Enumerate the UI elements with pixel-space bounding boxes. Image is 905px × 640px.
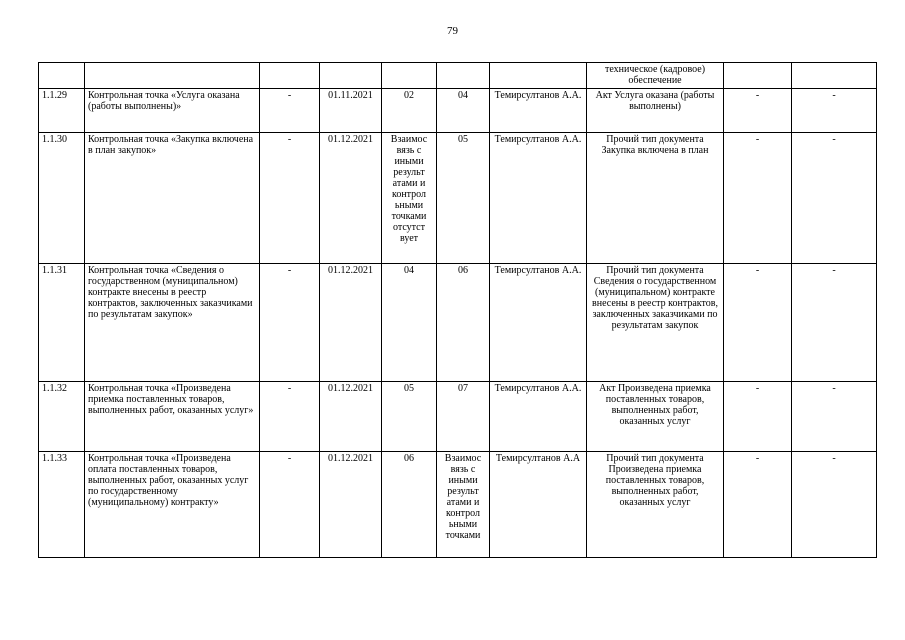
cell-num: 1.1.31: [39, 264, 85, 382]
cell-document: Прочий тип документа Закупка включена в план: [587, 133, 724, 264]
cell-col3: [260, 63, 320, 89]
cell-col10: -: [792, 382, 877, 452]
cell-col9: -: [724, 133, 792, 264]
cell-date: 01.12.2021: [320, 382, 382, 452]
cell-name: [85, 63, 260, 89]
cell-document: Прочий тип документа Произведена приемка поставленных товаров, выполненных работ, оказанных услуг: [587, 452, 724, 558]
cell-col10: [792, 63, 877, 89]
cell-next: 06: [437, 264, 490, 382]
cell-name: Контрольная точка «Закупка включена в план закупок»: [85, 133, 260, 264]
cell-name: Контрольная точка «Произведена оплата поставленных товаров, выполненных работ, оказанных услуг по государственному (муниципальному) контракту»: [85, 452, 260, 558]
cell-col9: [724, 63, 792, 89]
control-points-table: [38, 62, 877, 558]
cell-date: 01.12.2021: [320, 452, 382, 558]
cell-num: 1.1.29: [39, 89, 85, 133]
cell-document: техническое (кадровое) обеспечение: [587, 63, 724, 89]
cell-name: Контрольная точка «Услуга оказана (работы выполнены)»: [85, 89, 260, 133]
cell-responsible: Темирсултанов А.А.: [490, 89, 587, 133]
cell-responsible: Темирсултанов А.А: [490, 452, 587, 558]
table-row: [39, 264, 877, 382]
table-row: [39, 452, 877, 558]
cell-next: 05: [437, 133, 490, 264]
page-number: 79: [447, 25, 458, 37]
cell-next: 07: [437, 382, 490, 452]
table-row: [39, 133, 877, 264]
cell-num: 1.1.33: [39, 452, 85, 558]
cell-col10: -: [792, 264, 877, 382]
cell-prev: Взаимос вязь с иными результ атами и контрол ьными точками отсутст вует: [382, 133, 437, 264]
cell-responsible: [490, 63, 587, 89]
cell-col9: -: [724, 264, 792, 382]
cell-col3: -: [260, 382, 320, 452]
cell-date: 01.11.2021: [320, 89, 382, 133]
cell-document: Акт Услуга оказана (работы выполнены): [587, 89, 724, 133]
cell-col10: -: [792, 452, 877, 558]
cell-next: 04: [437, 89, 490, 133]
cell-responsible: Темирсултанов А.А.: [490, 264, 587, 382]
cell-prev: [382, 63, 437, 89]
cell-col3: -: [260, 133, 320, 264]
cell-num: [39, 63, 85, 89]
cell-prev: 05: [382, 382, 437, 452]
cell-document: Акт Произведена приемка поставленных товаров, выполненных работ, оказанных услуг: [587, 382, 724, 452]
cell-date: 01.12.2021: [320, 264, 382, 382]
table-row: [39, 89, 877, 133]
cell-num: 1.1.30: [39, 133, 85, 264]
cell-next: [437, 63, 490, 89]
cell-document: Прочий тип документа Сведения о государственном (муниципальном) контракте внесены в реестр контрактов, заключенных заказчиками по результатам закупок: [587, 264, 724, 382]
cell-name: Контрольная точка «Произведена приемка поставленных товаров, выполненных работ, оказанных услуг»: [85, 382, 260, 452]
cell-prev: 06: [382, 452, 437, 558]
cell-num: 1.1.32: [39, 382, 85, 452]
continuation-row: [39, 63, 877, 89]
cell-col9: -: [724, 382, 792, 452]
cell-col9: -: [724, 89, 792, 133]
cell-next: Взаимос вязь с иными результ атами и контрол ьными точками: [437, 452, 490, 558]
cell-col10: -: [792, 89, 877, 133]
cell-col3: -: [260, 89, 320, 133]
cell-col3: -: [260, 264, 320, 382]
cell-col9: -: [724, 452, 792, 558]
cell-prev: 04: [382, 264, 437, 382]
cell-date: [320, 63, 382, 89]
table-row: [39, 382, 877, 452]
cell-prev: 02: [382, 89, 437, 133]
cell-responsible: Темирсултанов А.А.: [490, 133, 587, 264]
cell-name: Контрольная точка «Сведения о государственном (муниципальном) контракте внесены в реестр контрактов, заключенных заказчиками по результатам закупок»: [85, 264, 260, 382]
cell-date: 01.12.2021: [320, 133, 382, 264]
cell-col10: -: [792, 133, 877, 264]
cell-responsible: Темирсултанов А.А.: [490, 382, 587, 452]
cell-col3: -: [260, 452, 320, 558]
